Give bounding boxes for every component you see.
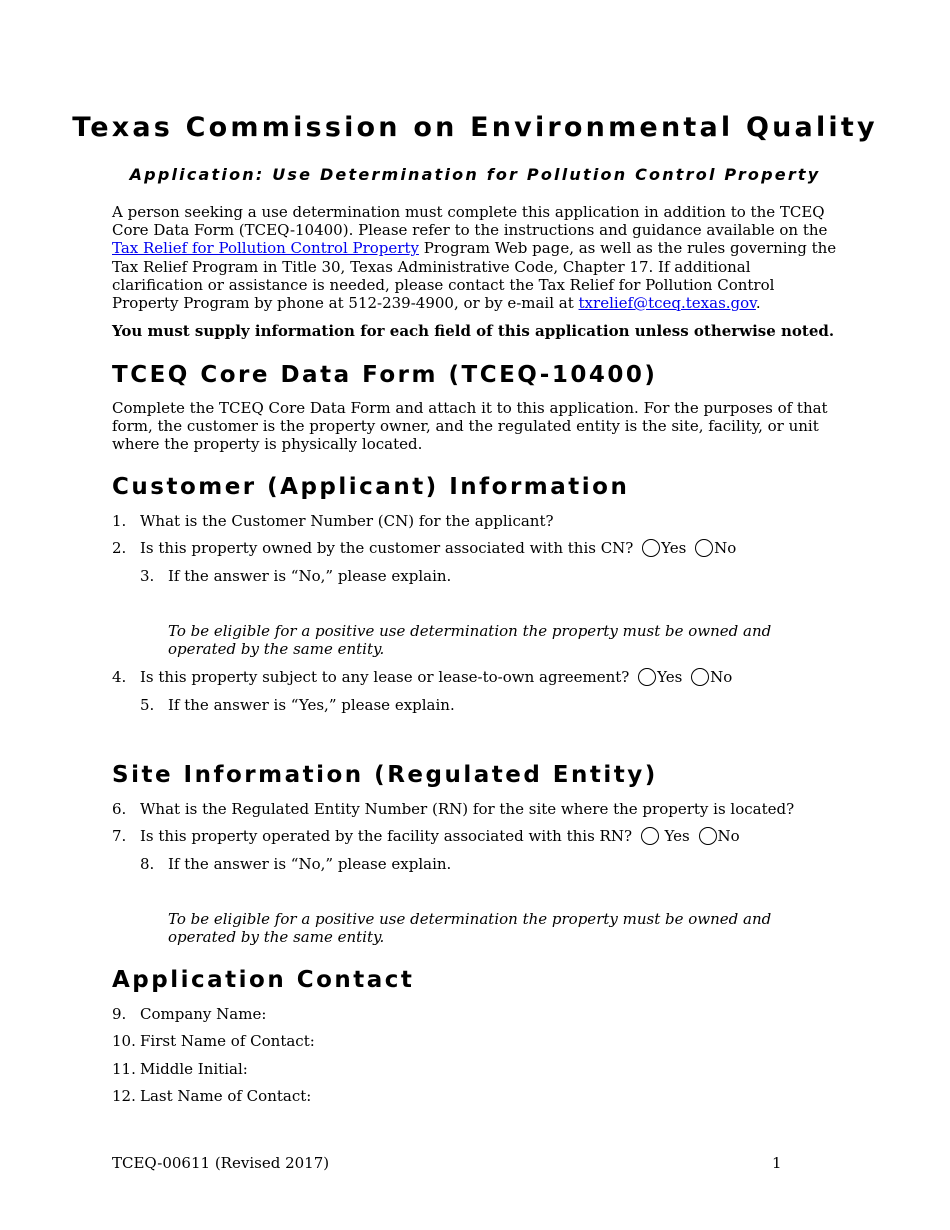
question-11: [112, 1060, 248, 1078]
question-5: [140, 696, 455, 714]
question-9: [112, 1005, 266, 1023]
intro-text-1: A person seeking a use determination must complete this application in addition to the TCEQ Core Data Form (TCEQ-10400). Please refer to the instructions and guidance available on the: [112, 203, 828, 240]
question-text: If the answer is “No,” please explain.: [168, 855, 452, 873]
q2-no-label: No: [714, 539, 737, 557]
question-10: [112, 1032, 315, 1050]
question-6: [112, 800, 794, 818]
question-text: Middle Initial:: [140, 1060, 248, 1078]
question-number: 9.: [112, 1005, 127, 1023]
question-1: [112, 512, 554, 530]
question-number: 6.: [112, 800, 127, 818]
site-heading: Site Information (Regulated Entity): [112, 762, 658, 788]
question-7: [112, 827, 740, 845]
core-data-heading: TCEQ Core Data Form (TCEQ-10400): [112, 362, 658, 388]
page-title: Texas Commission on Environmental Quality: [72, 112, 878, 143]
question-number: 3.: [140, 567, 155, 585]
q2-no-radio[interactable]: [695, 539, 713, 557]
tax-relief-link[interactable]: Tax Relief for Pollution Control Property: [112, 239, 419, 258]
q4-yes-radio[interactable]: [638, 668, 656, 686]
question-text: First Name of Contact:: [140, 1032, 315, 1050]
core-data-text: Complete the TCEQ Core Data Form and attach it to this application. For the purposes of that form, the customer is the property owner, and the regulated entity is the site, facility, or unit where the property is physically located.: [112, 399, 828, 454]
question-number: 10.: [112, 1032, 136, 1050]
question-text: If the answer is “Yes,” please explain.: [168, 696, 455, 714]
requirement-note: You must supply information for each field of this application unless otherwise noted.: [112, 322, 835, 340]
q2-yes-label: Yes: [661, 539, 687, 557]
intro-text-3: .: [755, 294, 761, 313]
question-text: Is this property operated by the facility associated with this RN?: [140, 827, 632, 845]
question-text: What is the Customer Number (CN) for the applicant?: [140, 512, 554, 530]
customer-heading: Customer (Applicant) Information: [112, 474, 630, 500]
question-2: [112, 539, 736, 557]
intro-paragraph: [112, 203, 840, 312]
intro-text-2: Program Web page, as well as the rules governing the Tax Relief Program in Title 30, Texas Administrative Code, Chapter 17. If additional clarification or assistance is needed, please contact the Tax Relief for Pollution Control Property Program by phone at 512-239-4900, or by e-mail at: [112, 239, 837, 313]
footer-form-id: TCEQ-00611 (Revised 2017): [112, 1154, 330, 1172]
q7-yes-radio[interactable]: [641, 827, 659, 845]
q4-yes-label: Yes: [657, 668, 683, 686]
question-number: 5.: [140, 696, 155, 714]
question-number: 2.: [112, 539, 127, 557]
question-text: What is the Regulated Entity Number (RN) for the site where the property is located?: [140, 800, 795, 818]
question-number: 8.: [140, 855, 155, 873]
q7-yes-label: Yes: [659, 827, 690, 845]
operation-note: To be eligible for a positive use determination the property must be owned and operated by the same entity.: [168, 910, 772, 946]
q4-no-label: No: [710, 668, 733, 686]
question-8: [140, 855, 451, 873]
question-number: 1.: [112, 512, 127, 530]
question-number: 7.: [112, 827, 127, 845]
q7-no-label: No: [717, 827, 740, 845]
question-number: 4.: [112, 668, 127, 686]
ownership-note: To be eligible for a positive use determination the property must be owned and operated by the same entity.: [168, 622, 772, 658]
email-link[interactable]: txrelief@tceq.texas.gov: [578, 294, 756, 313]
page-subtitle: Application: Use Determination for Pollution Control Property: [129, 165, 821, 184]
question-3: [140, 567, 451, 585]
q4-no-radio[interactable]: [691, 668, 709, 686]
q7-no-radio[interactable]: [699, 827, 717, 845]
question-4: [112, 668, 732, 686]
question-text: Last Name of Contact:: [140, 1087, 312, 1105]
question-number: 11.: [112, 1060, 136, 1078]
question-text: If the answer is “No,” please explain.: [168, 567, 452, 585]
question-text: Company Name:: [140, 1005, 267, 1023]
contact-heading: Application Contact: [112, 967, 415, 993]
q2-yes-radio[interactable]: [642, 539, 660, 557]
question-text: Is this property subject to any lease or lease-to-own agreement?: [140, 668, 630, 686]
question-text: Is this property owned by the customer associated with this CN?: [140, 539, 634, 557]
question-12: [112, 1087, 311, 1105]
question-number: 12.: [112, 1087, 136, 1105]
footer-page-number: 1: [772, 1154, 782, 1172]
